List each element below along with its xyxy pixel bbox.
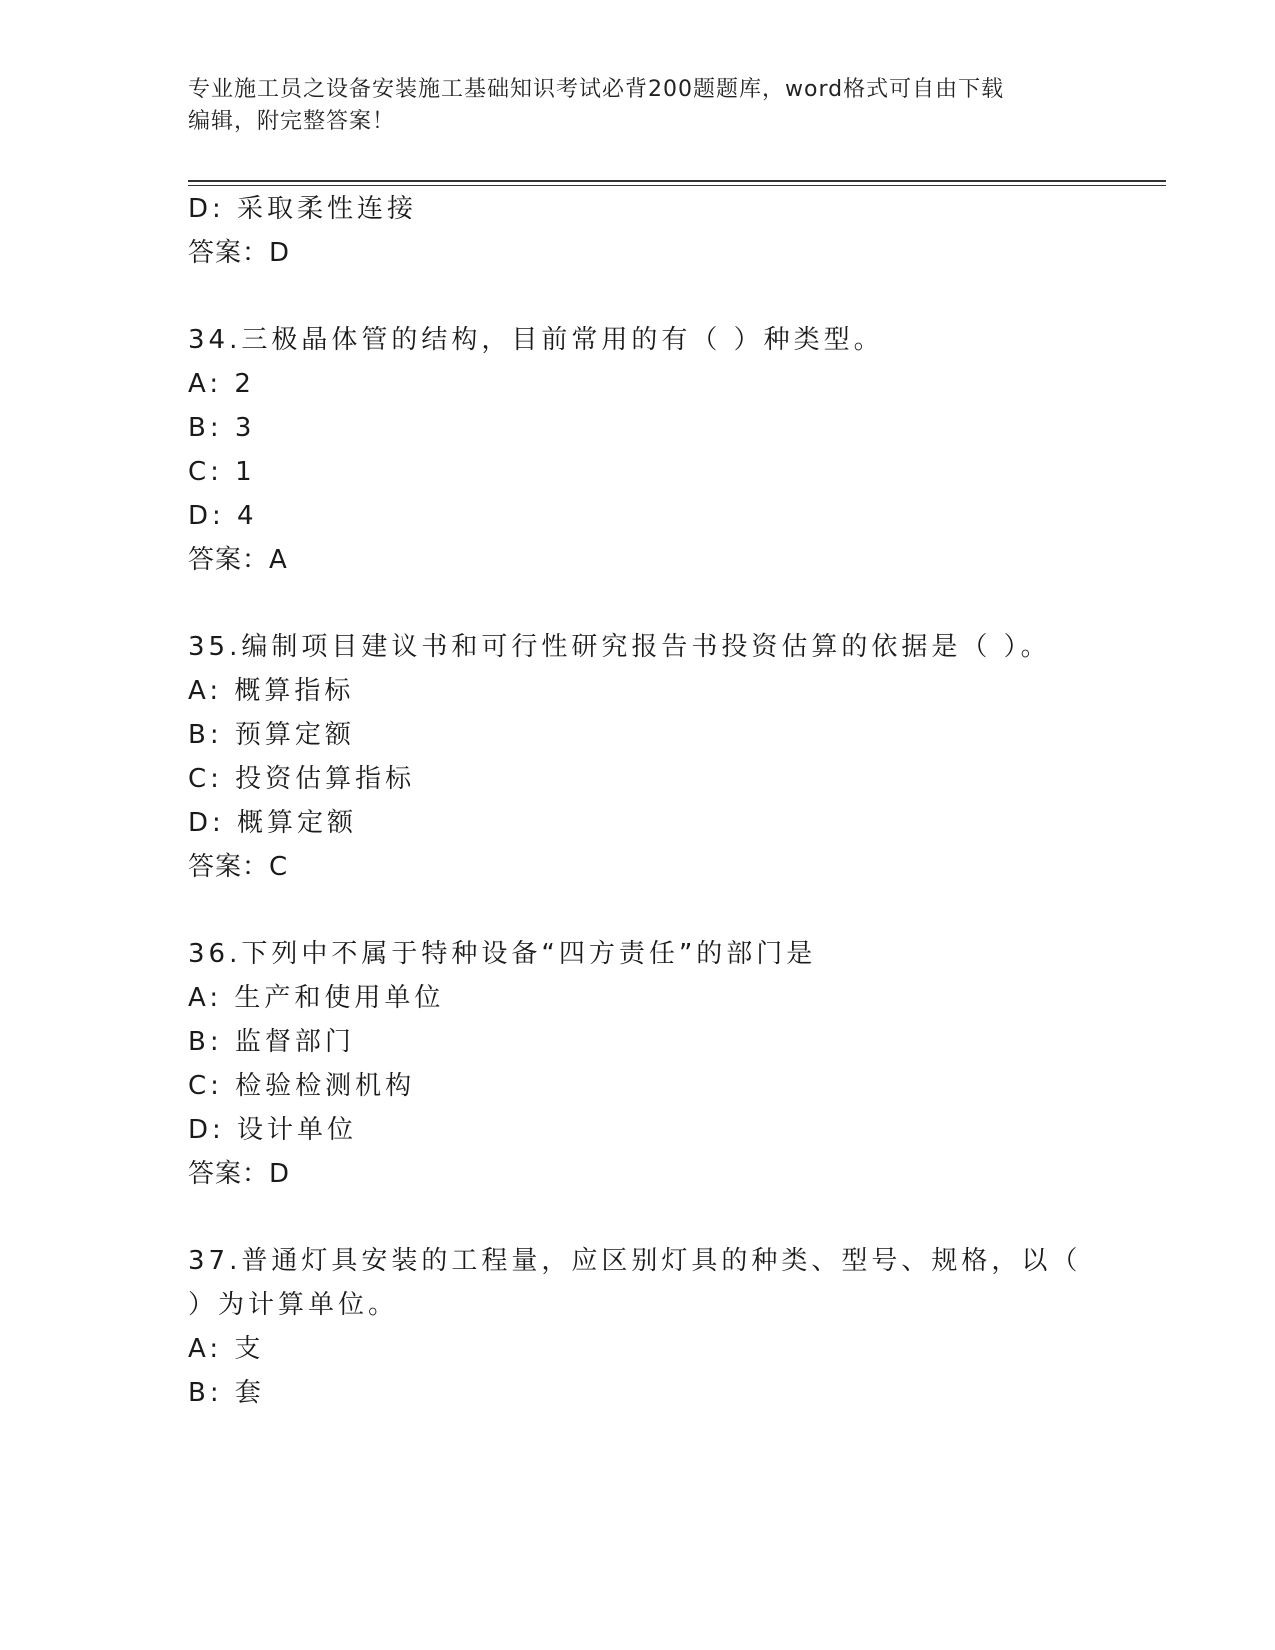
q36-option-d: D: 设计单位	[188, 1115, 358, 1145]
header-divider-thick	[188, 180, 1166, 182]
q36-option-b: B: 监督部门	[188, 1027, 355, 1057]
q34-question: 34.三极晶体管的结构，目前常用的有（ ）种类型。	[188, 325, 884, 355]
q35-answer: 答案：C	[188, 852, 289, 882]
header-title-line-1: 专业施工员之设备安装施工基础知识考试必背200题题库，word格式可自由下载	[188, 77, 1005, 102]
q35-option-d: D: 概算定额	[188, 808, 358, 838]
q34-option-a: A: 2	[188, 369, 255, 399]
q33-answer: 答案：D	[188, 238, 291, 268]
document-header	[188, 74, 1068, 138]
q36-answer: 答案：D	[188, 1159, 291, 1189]
q36-option-a: A: 生产和使用单位	[188, 983, 445, 1013]
q36-option-c: C: 检验检测机构	[188, 1071, 416, 1101]
q33-option-d: D: 采取柔性连接	[188, 194, 418, 224]
q35-option-a: A: 概算指标	[188, 676, 355, 706]
q34-option-d: D: 4	[188, 501, 258, 531]
q37-option-b: B: 套	[188, 1378, 265, 1408]
q35-option-b: B: 预算定额	[188, 720, 355, 750]
q37-question-line-1: 37.普通灯具安装的工程量，应区别灯具的种类、型号、规格，以（	[188, 1246, 1082, 1276]
q37-option-a: A: 支	[188, 1334, 265, 1364]
q34-option-b: B: 3	[188, 413, 256, 443]
header-divider-thin	[188, 185, 1166, 186]
q34-option-c: C: 1	[188, 457, 256, 487]
q34-answer: 答案：A	[188, 545, 288, 575]
header-title-line-2: 编辑，附完整答案！	[188, 109, 396, 134]
q35-option-c: C: 投资估算指标	[188, 764, 416, 794]
q36-question: 36.下列中不属于特种设备“四方责任”的部门是	[188, 939, 817, 969]
q35-question: 35.编制项目建议书和可行性研究报告书投资估算的依据是（ ）。	[188, 632, 1051, 662]
q37-question-line-2: ）为计算单位。	[188, 1290, 399, 1320]
